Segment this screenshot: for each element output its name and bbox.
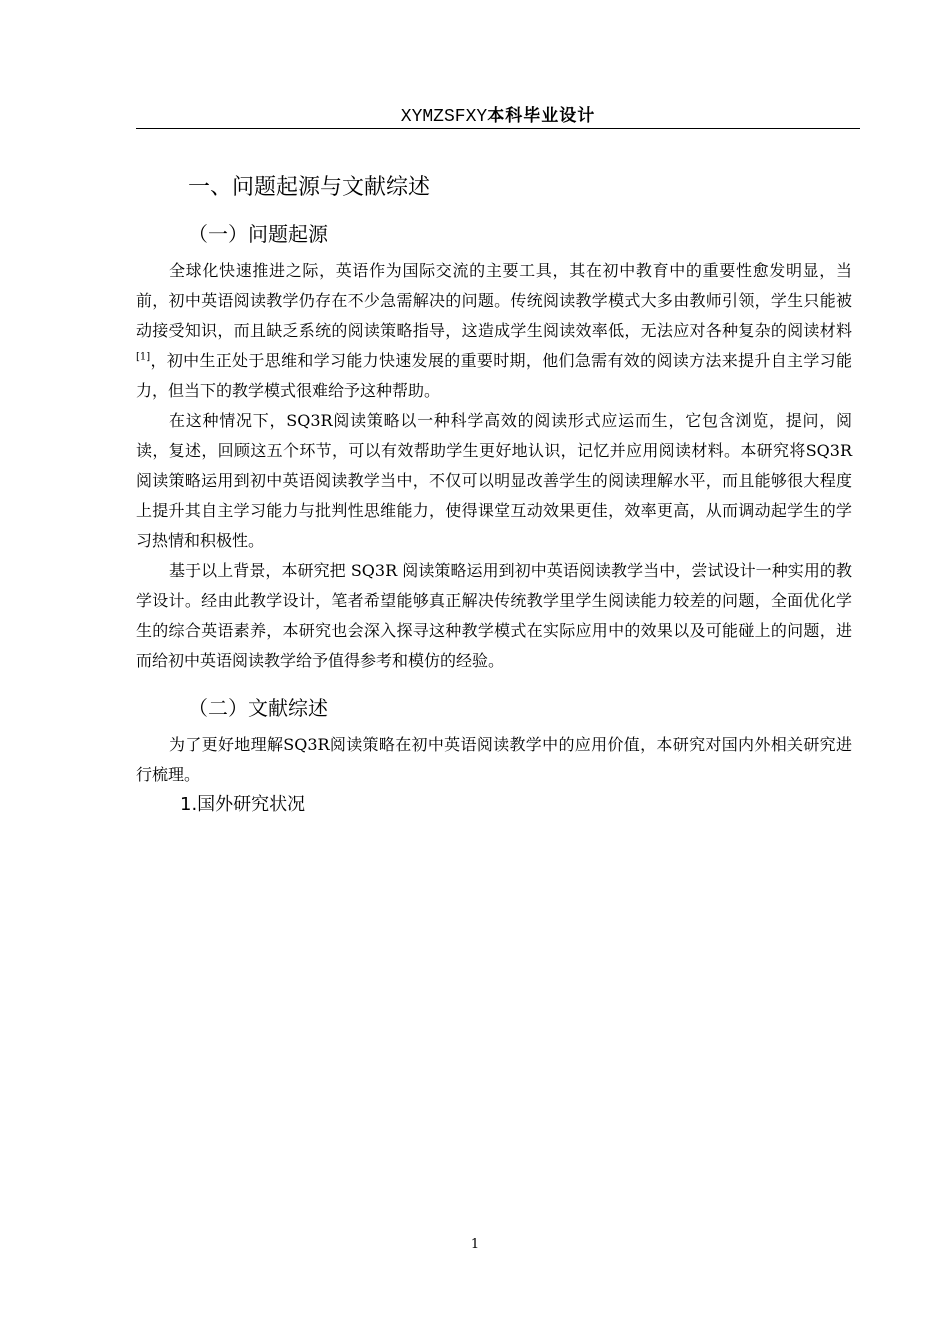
header-divider: [136, 128, 860, 129]
subsubsection-title-foreign: 1.国外研究状况: [180, 794, 306, 815]
paragraph-origin-1-text-b: ，初中生正处于思维和学习能力快速发展的重要时期，他们急需有效的阅读方法来提升自主学习能力，但当下的教学模式很难给予这种帮助。: [136, 351, 852, 400]
citation-ref-1: [1]: [136, 351, 151, 363]
page-body: [136, 168, 852, 820]
page-number: 1: [470, 1237, 480, 1252]
paragraph-origin-1-text-a: 全球化快速推进之际，英语作为国际交流的主要工具，其在初中教育中的重要性愈发明显，当前，初中英语阅读教学仍存在不少急需解决的问题。传统阅读教学模式大多由教师引领，学生只能被动接受知识，而且缺乏系统的阅读策略指导，这造成学生阅读效率低，无法应对各种复杂的阅读材料: [136, 261, 852, 340]
paragraph-origin-2: 在这种情况下，SQ3R阅读策略以一种科学高效的阅读形式应运而生，它包含浏览，提问，阅读，复述，回顾这五个环节，可以有效帮助学生更好地认识，记忆并应用阅读材料。本研究将SQ3R阅读策略运用到初中英语阅读教学当中，不仅可以明显改善学生的阅读理解水平，而且能够很大程度上提升其自主学习能力与批判性思维能力，使得课堂互动效果更佳，效率更高，从而调动起学生的学习热情和积极性。: [136, 411, 852, 550]
subsection-title-literature: （二）文献综述: [188, 696, 328, 720]
paragraph-origin-3: 基于以上背景，本研究把 SQ3R 阅读策略运用到初中英语阅读教学当中，尝试设计一种实用的教学设计。经由此教学设计，笔者希望能够真正解决传统教学里学生阅读能力较差的问题，全面优化学生的综合英语素养，本研究也会深入探寻这种教学模式在实际应用中的效果以及可能碰上的问题，进而给初中英语阅读教学给予值得参考和模仿的经验。: [136, 561, 852, 670]
paragraph-literature-1: 为了更好地理解SQ3R阅读策略在初中英语阅读教学中的应用价值，本研究对国内外相关研究进行梳理。: [136, 735, 852, 784]
paragraph-origin-1: [136, 256, 852, 406]
section-title: 一、问题起源与文献综述: [188, 175, 431, 200]
subsection-title-origin: （一）问题起源: [188, 222, 328, 246]
header-latin-text: XYMZSFXY: [400, 107, 488, 127]
running-header: [136, 104, 860, 128]
header-cjk-text: 本科毕业设计: [487, 106, 596, 126]
